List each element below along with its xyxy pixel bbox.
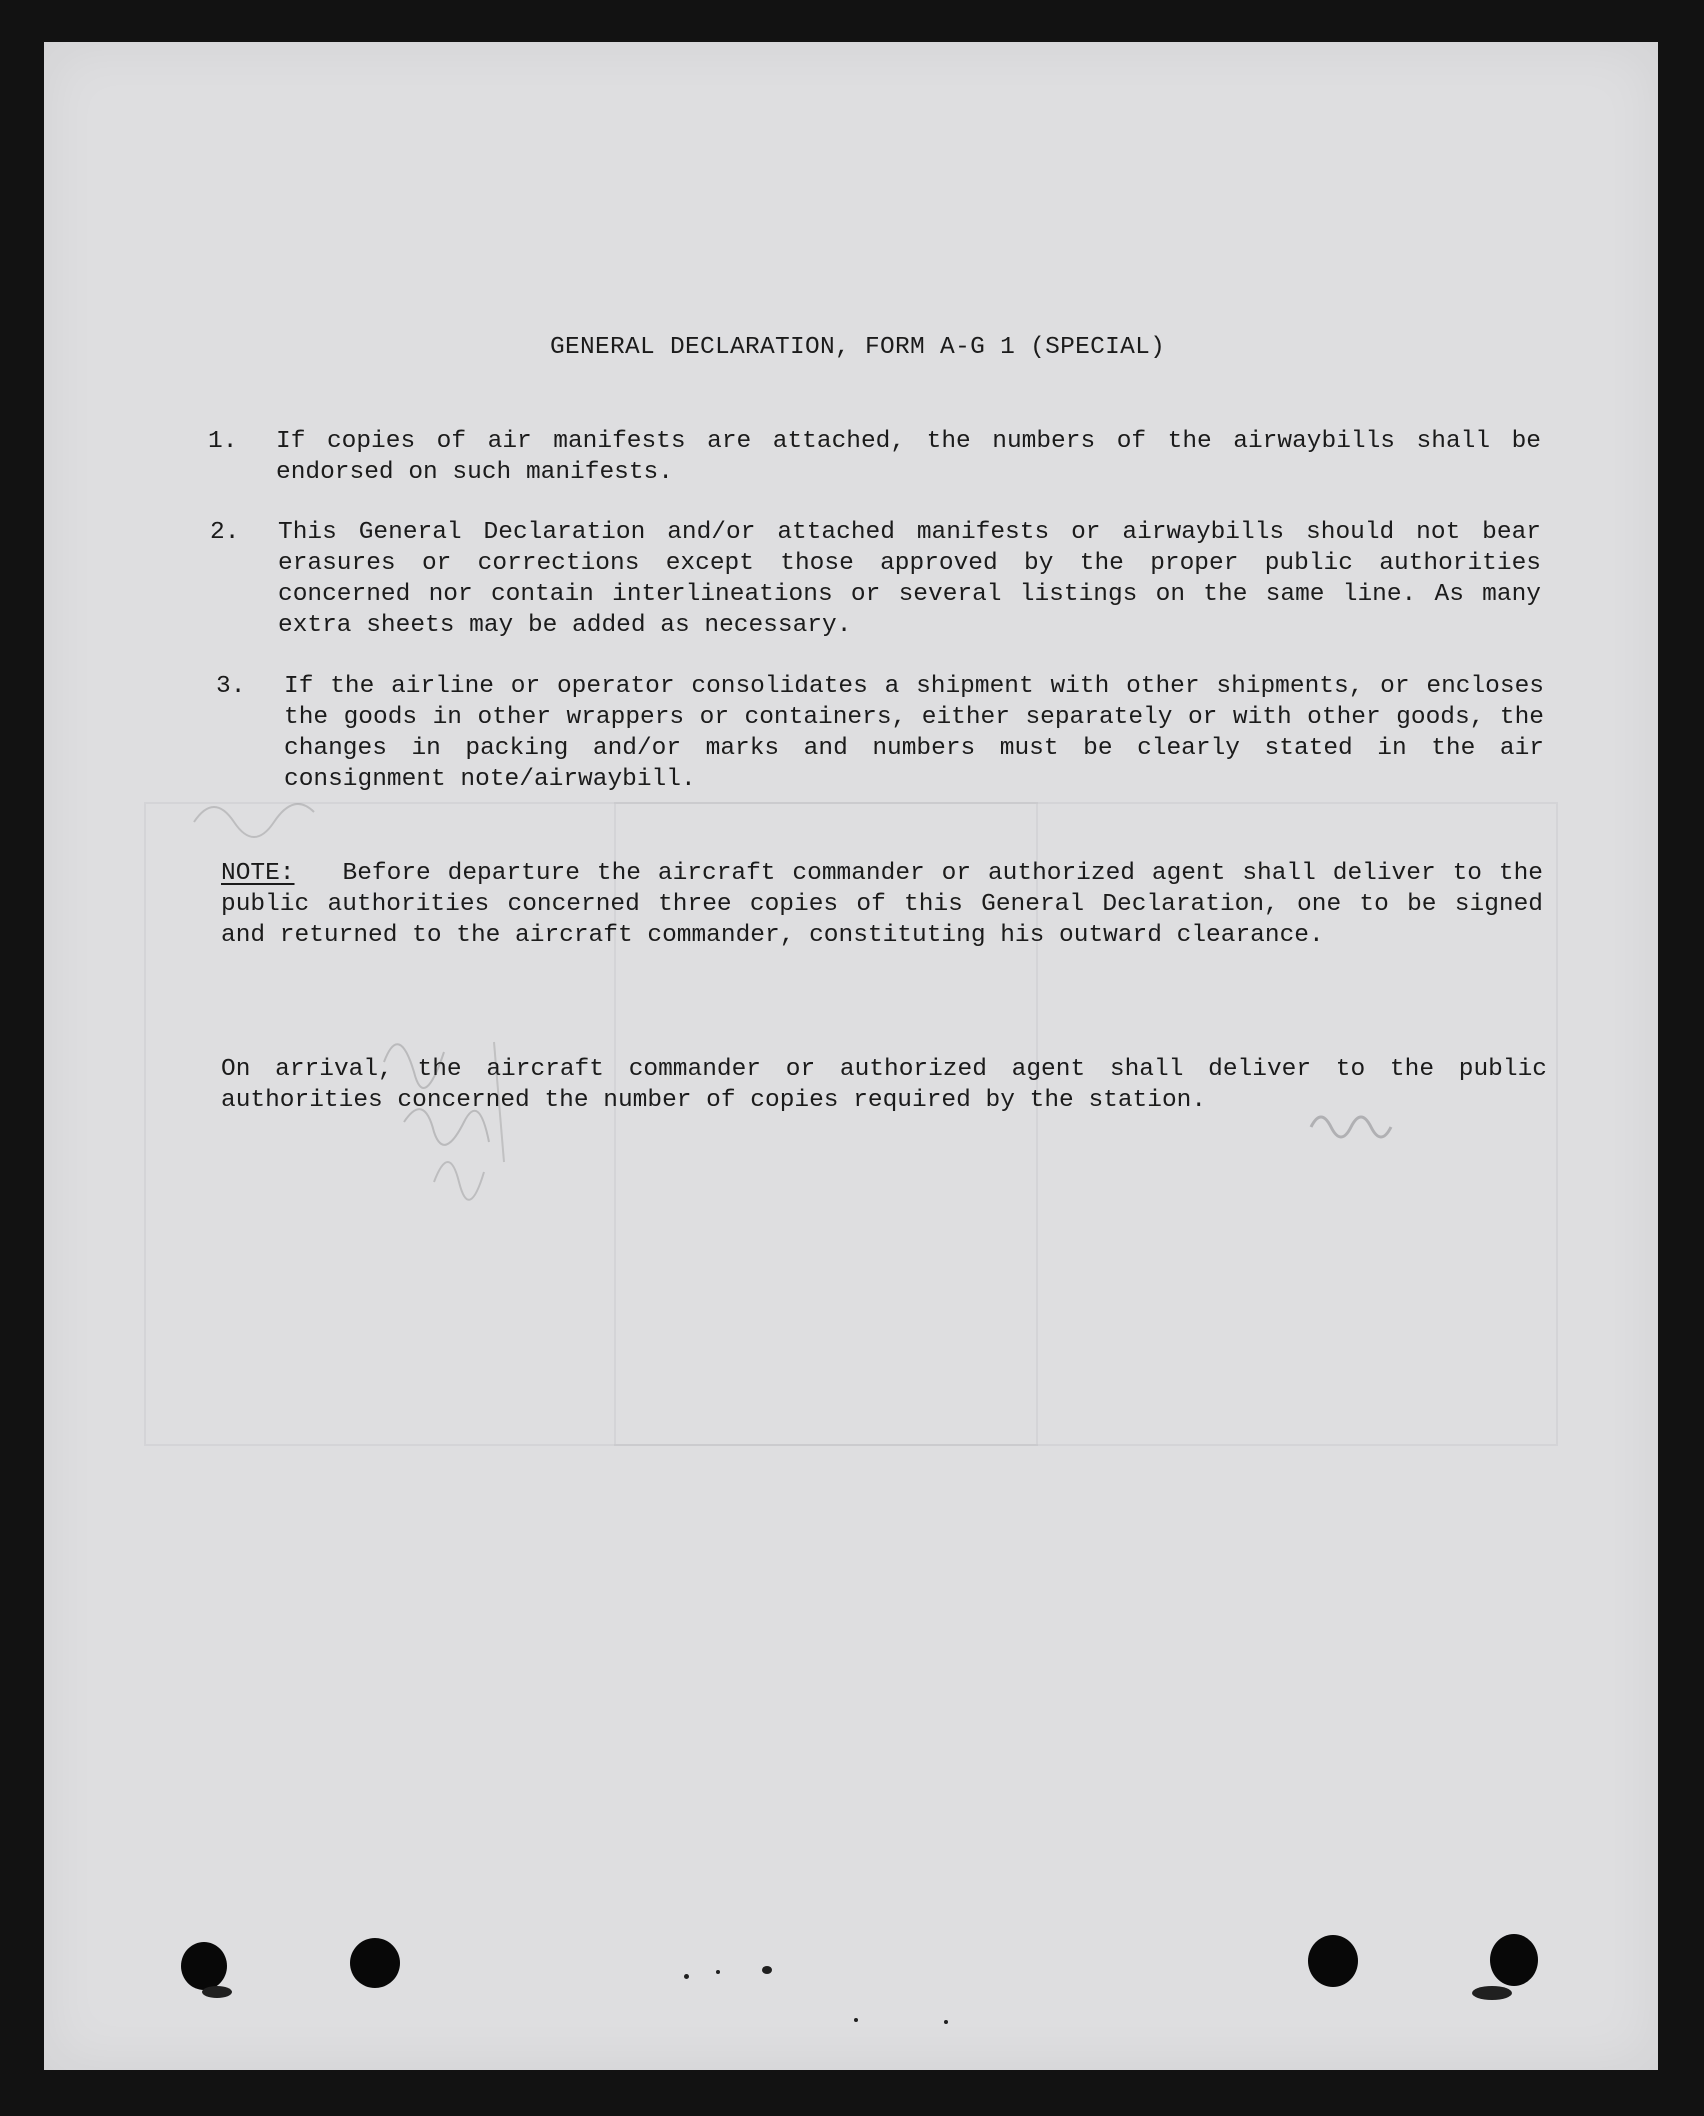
item-text: If copies of air manifests are attached, the numbers of the airwaybills shall be endorsed on such manifests.	[276, 428, 1541, 486]
punch-hole	[1308, 1935, 1358, 1987]
faint-stamp-mark	[1306, 1102, 1406, 1150]
speck	[762, 1966, 772, 1974]
stamp-scribble-icon	[1306, 1102, 1406, 1142]
punch-hole	[350, 1938, 400, 1988]
item-number: 3.	[216, 673, 246, 700]
arrival-text: On arrival, the aircraft commander or authorized agent shall deliver to the public authorities concerned the number of copies required by the station.	[221, 1056, 1547, 1114]
page-title: GENERAL DECLARATION, FORM A-G 1 (SPECIAL)	[550, 334, 1166, 361]
item-text: This General Declaration and/or attached manifests or airwaybills should not bear erasures or corrections except those approved by the proper public authorities concerned nor contain interlineations or several listings on the same line. As many extra sheets may be added as necessary.	[278, 519, 1541, 639]
note-label: NOTE:	[221, 860, 295, 887]
pencil-annotation-icon	[154, 742, 574, 1262]
item-number: 2.	[210, 519, 240, 546]
note-text: Before departure the aircraft commander or authorized agent shall deliver to the public authorities concerned three copies of this General Declaration, one to be signed and returned to the aircraft commander, constituting his outward clearance.	[221, 860, 1543, 949]
speck	[684, 1974, 689, 1979]
item-text: If the airline or operator consolidates a shipment with other shipments, or encloses the goods in other wrappers or containers, either separately or with other goods, the changes in packing and/or marks and numbers must be clearly stated in the air consignment note/airwaybill.	[284, 673, 1544, 793]
punch-hole	[1490, 1934, 1538, 1986]
instruction-item	[210, 517, 1541, 641]
punch-hole	[181, 1942, 227, 1990]
speck	[716, 1970, 720, 1974]
speck	[854, 2018, 858, 2022]
item-number: 1.	[208, 428, 238, 455]
document-page	[44, 42, 1658, 2070]
instruction-item	[208, 426, 1541, 488]
speck	[202, 1986, 232, 1998]
speck	[1472, 1986, 1512, 2000]
speck	[944, 2020, 948, 2024]
